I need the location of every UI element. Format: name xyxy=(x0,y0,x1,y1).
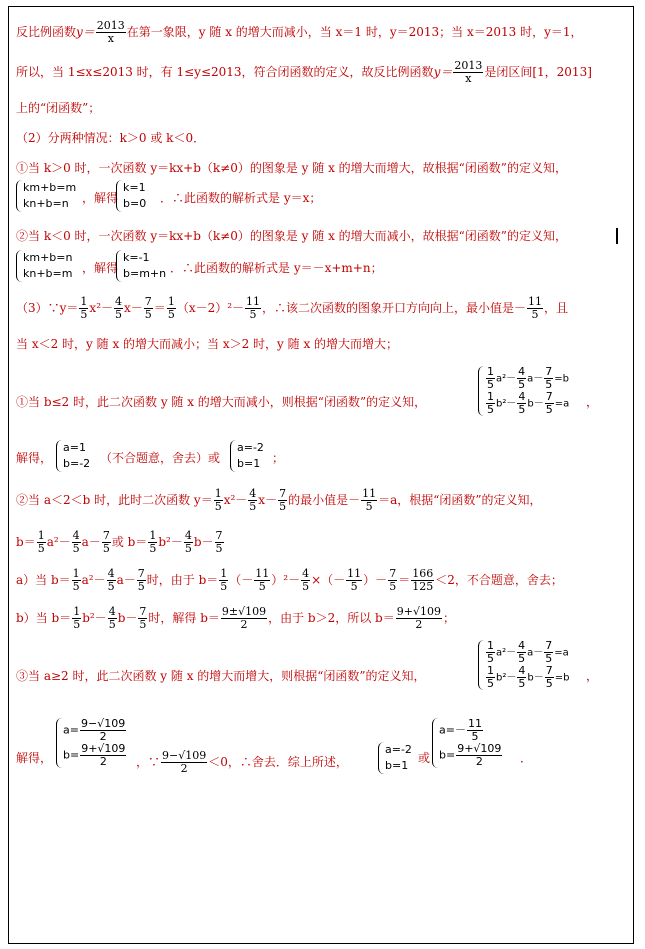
system-a1-b-2: a=1 b=-2 xyxy=(56,440,90,472)
system-p17: $\frac{1}{5}$ a²－ $\frac{4}{5}$ a－ $\frac{7}{5}$ =a $\frac{1}{5}$ b²－ $\frac{4}{5}$ b－ $\frac{7}{5}$ =b xyxy=(478,640,569,690)
system-p11: $\frac{1}{5}$ a²－ $\frac{4}{5}$ a－ $\frac{7}{5}$ =b $\frac{1}{5}$ b²－ $\frac{4}{5}$ b－ $\frac{7}{5}$ =a xyxy=(478,366,569,416)
system-km-kn-2: km+b=n kn+b=m xyxy=(16,250,72,282)
fraction-2013-over-x: $\frac{2013}{x}$ xyxy=(96,19,125,45)
line-18-tail: ． xyxy=(520,751,533,765)
system-a-2-b1: a=-2 b=1 xyxy=(230,440,264,472)
line-1: 反比例函数y＝ $\frac{2013}{x}$ 在第一象限，y 随 x 的增大而减小，当 x＝1 时，y＝2013；当 x＝2013 时，y＝1， xyxy=(16,19,583,45)
line-12-a: 解得， xyxy=(16,451,53,465)
line-3: 上的“闭函数”； xyxy=(16,101,101,115)
line-18-or: 或 xyxy=(418,751,431,765)
line-18-mid: ，∵ $\frac{9-√109}{2}$ ＜0，∴舍去．综上所述， xyxy=(136,749,348,775)
line-8-mid: ，解得 xyxy=(82,261,119,275)
line-15: a）当 b＝ $\frac{1}{5}$ a²－ $\frac{4}{5}$ a－ $\frac{7}{5}$ 时，由于 b＝ $\frac{1}{5}$ （－ $\frac{11}{5}$ ）²－ $\frac{4}{5}$ ×（－ $\frac{11}{5}$ ）－ $\frac{7}{5}$ ＝ $\frac{166}{125}$ ＜2，不合题意，舍去； xyxy=(16,567,563,593)
line-11: ①当 b≤2 时，此二次函数 y 随 x 的增大而减小，则根据“闭函数”的定义知， xyxy=(16,395,427,409)
system-k-1: k=-1 b=m+n xyxy=(116,250,166,282)
line-17-tail: ， xyxy=(586,669,599,683)
line-17: ③当 a≥2 时，此二次函数 y 随 x 的增大而增大，则根据“闭函数”的定义知， xyxy=(16,669,426,683)
line-6-mid: ，解得 xyxy=(82,191,119,205)
line-9: （3）∵y＝ $\frac{1}{5}$ x²－ $\frac{4}{5}$ x－ $\frac{7}{5}$ ＝ $\frac{1}{5}$ （x－2）²－ $\frac{11}{5}$ ，∴该二次函数的图象开口方向向上，最小值是－ $\frac{11}{5}$ ，且 xyxy=(16,295,569,321)
line-13: ②当 a＜2＜b 时，此时二次函数 y＝ $\frac{1}{5}$ x²－ $\frac{4}{5}$ x－ $\frac{7}{5}$ 的最小值是－ $\frac{11}{5}$ ＝a，根据“闭函数”的定义知， xyxy=(16,487,542,513)
line-11-tail: ， xyxy=(586,395,599,409)
fraction-2013-over-x: $\frac{2013}{x}$ xyxy=(454,59,483,85)
system-final-a: a= $\frac{9-√109}{2}$ b= $\frac{9+√109}{2}$ xyxy=(56,718,127,768)
line-7: ②当 k＜0 时，一次函数 y＝kx+b（k≠0）的图象是 y 随 x 的增大而减小，故根据“闭函数”的定义知， xyxy=(16,229,567,243)
line-10: 当 x＜2 时，y 随 x 的增大而减小；当 x＞2 时，y 随 x 的增大而增大； xyxy=(16,337,399,351)
line-8-tail: ．∴此函数的解析式是 y＝－x+m+n； xyxy=(170,261,383,275)
line-2: 所以，当 1≤x≤2013 时，有 1≤y≤2013，符合闭函数的定义，故反比例函数y＝ $\frac{2013}{x}$ 是闭区间[1，2013] xyxy=(16,59,592,85)
line-12-mid: （不合题意，舍去）或 xyxy=(100,451,221,465)
line-18-a: 解得， xyxy=(16,751,53,765)
system-final-c: a=－ $\frac{11}{5}$ b= $\frac{9+√109}{2}$ xyxy=(432,718,503,768)
system-km-kn: km+b=m kn+b=n xyxy=(16,180,76,212)
line-16: b）当 b＝ $\frac{1}{5}$ b²－ $\frac{4}{5}$ b－ $\frac{7}{5}$ 时，解得 b＝ $\frac{9\pm√109}{2}$ ，由于 b＞2，所以 b＝ $\frac{9+√109}{2}$ ； xyxy=(16,605,455,631)
system-final-b: a=-2 b=1 xyxy=(378,742,412,774)
line-12-tail: ； xyxy=(272,451,285,465)
line-6-tail: ．∴此函数的解析式是 y＝x； xyxy=(160,191,322,205)
line-14: b＝ $\frac{1}{5}$ a²－ $\frac{4}{5}$ a－ $\frac{7}{5}$ 或 b＝ $\frac{1}{5}$ b²－ $\frac{4}{5}$ b－ $\frac{7}{5}$ xyxy=(16,529,223,555)
system-k1-b0: k=1 b=0 xyxy=(116,180,146,212)
line-4: （2）分两种情况：k＞0 或 k＜0． xyxy=(16,131,206,145)
text-cursor xyxy=(616,228,618,244)
page-frame xyxy=(8,6,634,944)
line-5: ①当 k＞0 时，一次函数 y＝kx+b（k≠0）的图象是 y 随 x 的增大而增大，故根据“闭函数”的定义知， xyxy=(16,161,567,175)
